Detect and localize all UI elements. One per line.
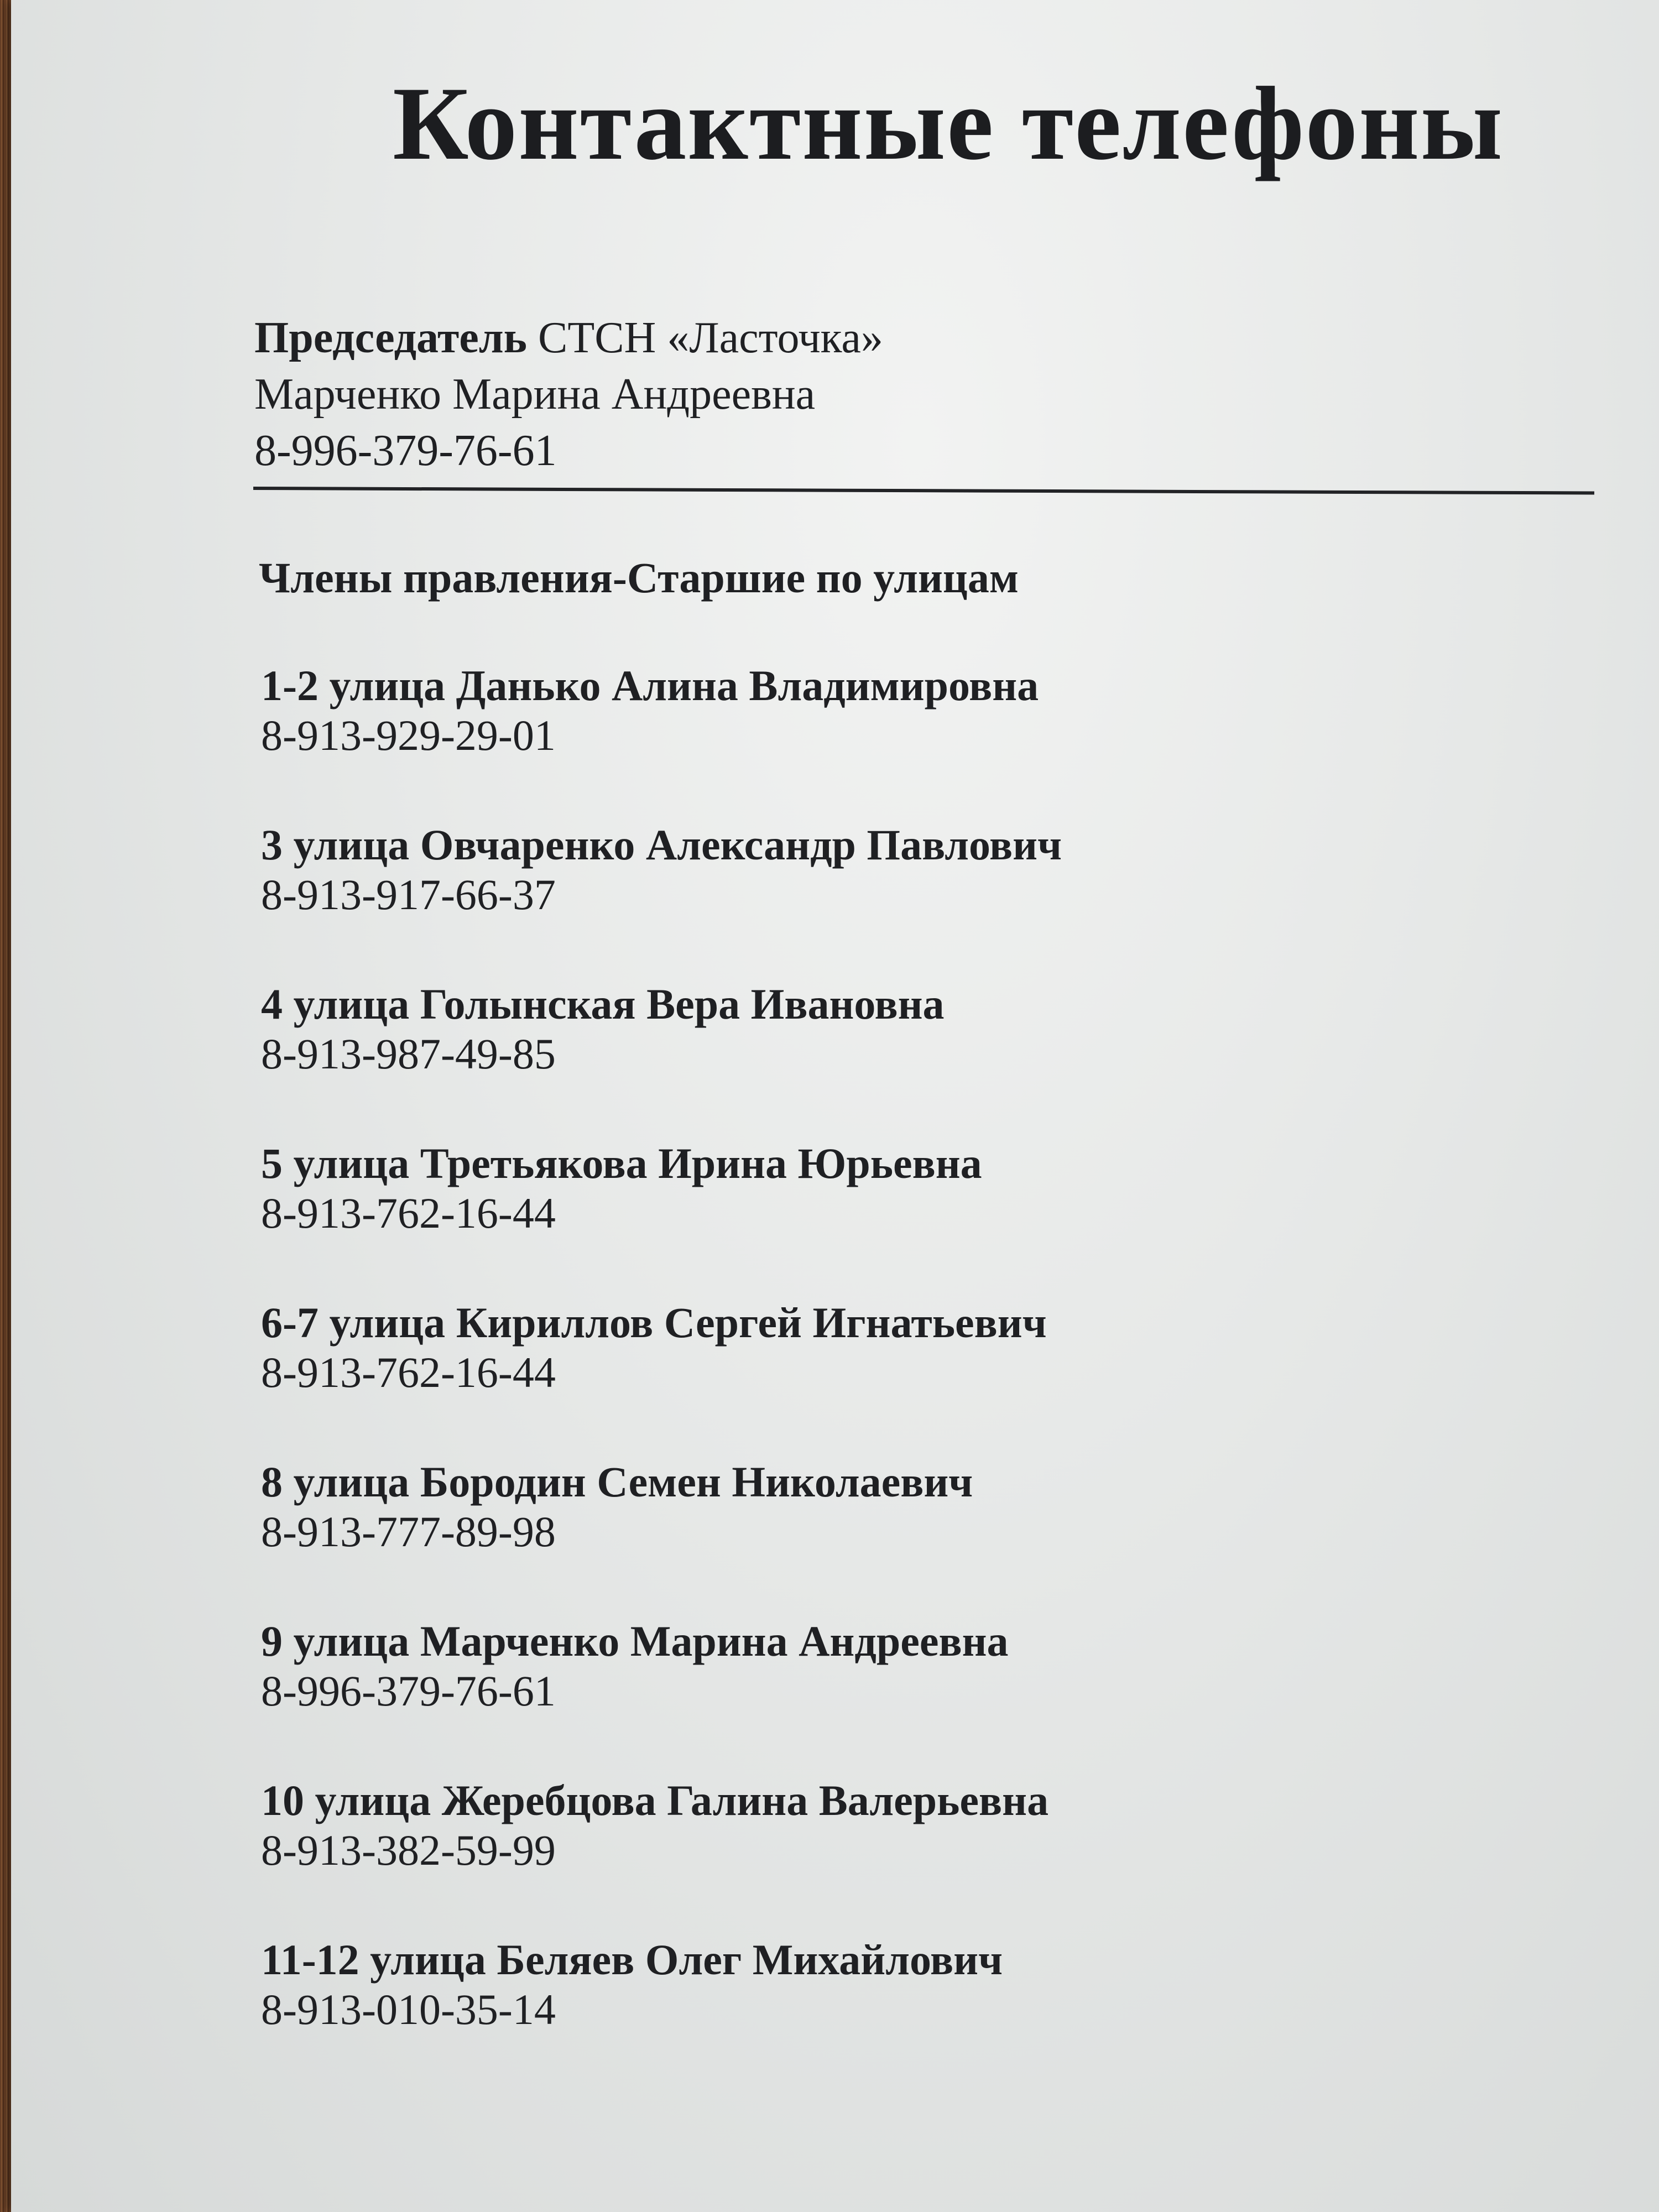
member-entry <box>261 1139 1533 1238</box>
chairman-block <box>254 310 1593 479</box>
chairman-org: СТСН «Ласточка» <box>538 314 883 362</box>
chairman-name: Марченко Марина Андреевна <box>254 370 816 419</box>
chairman-role-line <box>254 310 1593 366</box>
member-phone: 8-996-379-76-61 <box>261 1667 556 1715</box>
member-street: 11-12 улица <box>261 1936 486 1984</box>
member-phone: 8-913-987-49-85 <box>261 1030 556 1078</box>
member-title <box>261 979 1533 1029</box>
member-entry <box>261 1935 1533 2034</box>
member-title <box>261 1298 1533 1348</box>
member-name: Кириллов Сергей Игнатьевич <box>456 1298 1047 1347</box>
member-name: Беляев Олег Михайлович <box>497 1936 1003 1984</box>
member-phone: 8-913-762-16-44 <box>261 1348 556 1396</box>
member-title <box>261 820 1533 870</box>
paper-sheet <box>11 0 1659 2212</box>
member-phone: 8-913-382-59-99 <box>261 1826 556 1874</box>
member-entry <box>261 661 1533 760</box>
chairman-phone: 8-996-379-76-61 <box>254 426 557 475</box>
member-phone: 8-913-010-35-14 <box>261 1985 556 2033</box>
member-phone: 8-913-762-16-44 <box>261 1189 556 1237</box>
board-heading: Члены правления-Старшие по улицам <box>259 554 1019 602</box>
member-street: 10 улица <box>261 1776 431 1824</box>
member-title <box>261 1776 1533 1825</box>
member-phone: 8-913-917-66-37 <box>261 870 556 919</box>
member-name: Бородин Семен Николаевич <box>420 1458 973 1506</box>
member-street: 5 улица <box>261 1139 410 1187</box>
member-name: Третьякова Ирина Юрьевна <box>420 1139 982 1187</box>
member-name: Жеребцова Галина Валерьевна <box>441 1776 1049 1824</box>
member-entry <box>261 1457 1533 1557</box>
member-name: Овчаренко Александр Павлович <box>420 821 1062 869</box>
member-title <box>261 1616 1533 1666</box>
chairman-role: Председатель <box>254 314 527 362</box>
member-street: 9 улица <box>261 1617 410 1665</box>
member-street: 6-7 улица <box>261 1298 446 1347</box>
member-street: 4 улица <box>261 980 410 1028</box>
page-title: Контактные телефоны <box>393 66 1504 182</box>
member-name: Голынская Вера Ивановна <box>420 980 945 1028</box>
member-street: 8 улица <box>261 1458 410 1506</box>
member-entry <box>261 820 1533 920</box>
member-title <box>261 1457 1533 1507</box>
member-phone: 8-913-777-89-98 <box>261 1507 556 1556</box>
member-street: 3 улица <box>261 821 410 869</box>
member-entry <box>261 1776 1533 1875</box>
member-entry <box>261 979 1533 1079</box>
member-title <box>261 1139 1533 1188</box>
member-entry <box>261 1298 1533 1397</box>
members-list <box>261 661 1533 2094</box>
member-title <box>261 1935 1533 1985</box>
member-entry <box>261 1616 1533 1716</box>
member-street: 1-2 улица <box>261 661 446 709</box>
member-phone: 8-913-929-29-01 <box>261 711 556 759</box>
member-name: Данько Алина Владимировна <box>456 661 1039 709</box>
member-title <box>261 661 1533 711</box>
divider-line <box>253 487 1594 494</box>
member-name: Марченко Марина Андреевна <box>420 1617 1009 1665</box>
